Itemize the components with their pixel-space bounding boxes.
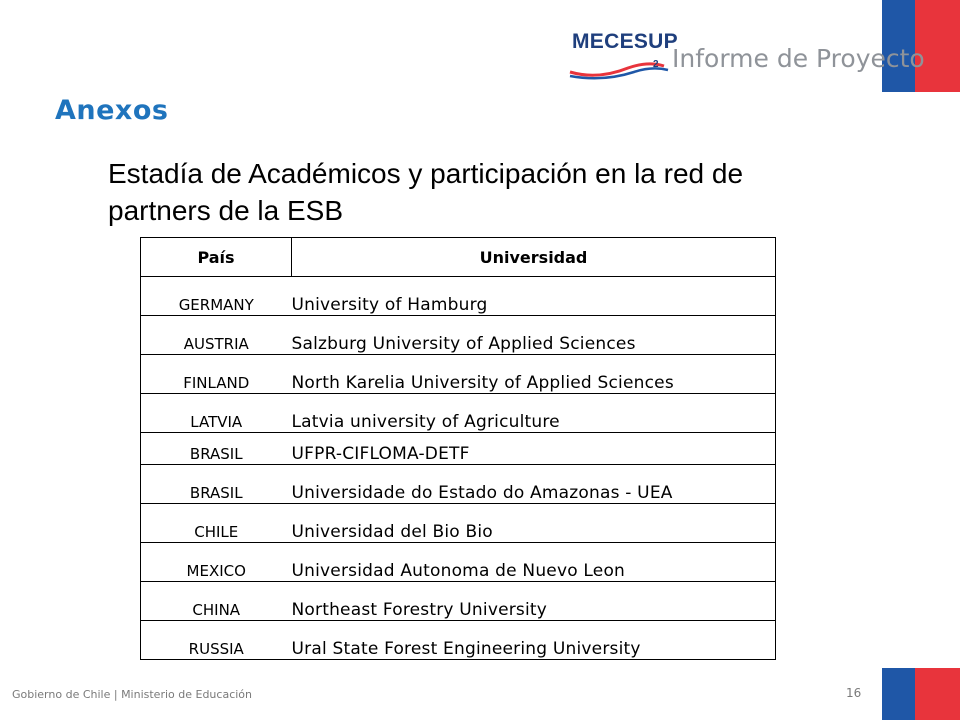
country-cell: BRASIL [141,465,292,504]
flag-blue-stripe [882,668,915,720]
section-heading: Anexos [55,95,169,126]
country-cell: GERMANY [141,277,292,316]
university-cell: Ural State Forest Engineering University [292,621,776,660]
table-header-row [141,238,776,277]
footer-organization: Gobierno de Chile | Ministerio de Educación [12,688,253,701]
country-cell: LATVIA [141,394,292,433]
university-cell: University of Hamburg [292,277,776,316]
university-cell: Universidad del Bio Bio [292,504,776,543]
svg-text:2: 2 [653,59,659,70]
partners-table [140,237,776,660]
table-row [141,355,776,394]
table-row [141,582,776,621]
slide-title: Estadía de Académicos y participación en la red de partners de la ESB [108,158,744,226]
flag-decoration-bottom [882,668,960,720]
country-cell: BRASIL [141,433,292,465]
table-row [141,316,776,355]
table-row [141,465,776,504]
column-header-university: Universidad [292,238,776,277]
university-cell: Universidade do Estado do Amazonas - UEA [292,465,776,504]
column-header-country: País [141,238,292,277]
logo-brand-text: MECESUP [572,30,678,53]
logo-swoosh-icon [568,58,678,80]
table-row [141,433,776,465]
university-cell: Northeast Forestry University [292,582,776,621]
country-cell: AUSTRIA [141,316,292,355]
table-row [141,277,776,316]
country-cell: FINLAND [141,355,292,394]
flag-red-stripe [915,668,960,720]
university-cell: Latvia university of Agriculture [292,394,776,433]
university-cell: UFPR-CIFLOMA-DETF [292,433,776,465]
university-cell: North Karelia University of Applied Sciences [292,355,776,394]
country-cell: CHINA [141,582,292,621]
university-cell: Universidad Autonoma de Nuevo Leon [292,543,776,582]
mecesup-logo [568,22,925,84]
table-row [141,621,776,660]
table-row [141,504,776,543]
university-cell: Salzburg University of Applied Sciences [292,316,776,355]
table-row [141,394,776,433]
country-cell: RUSSIA [141,621,292,660]
page-number: 16 [846,686,862,700]
logo-subtitle-text: Informe de Proyecto [672,44,925,73]
country-cell: CHILE [141,504,292,543]
country-cell: MEXICO [141,543,292,582]
table-row [141,543,776,582]
